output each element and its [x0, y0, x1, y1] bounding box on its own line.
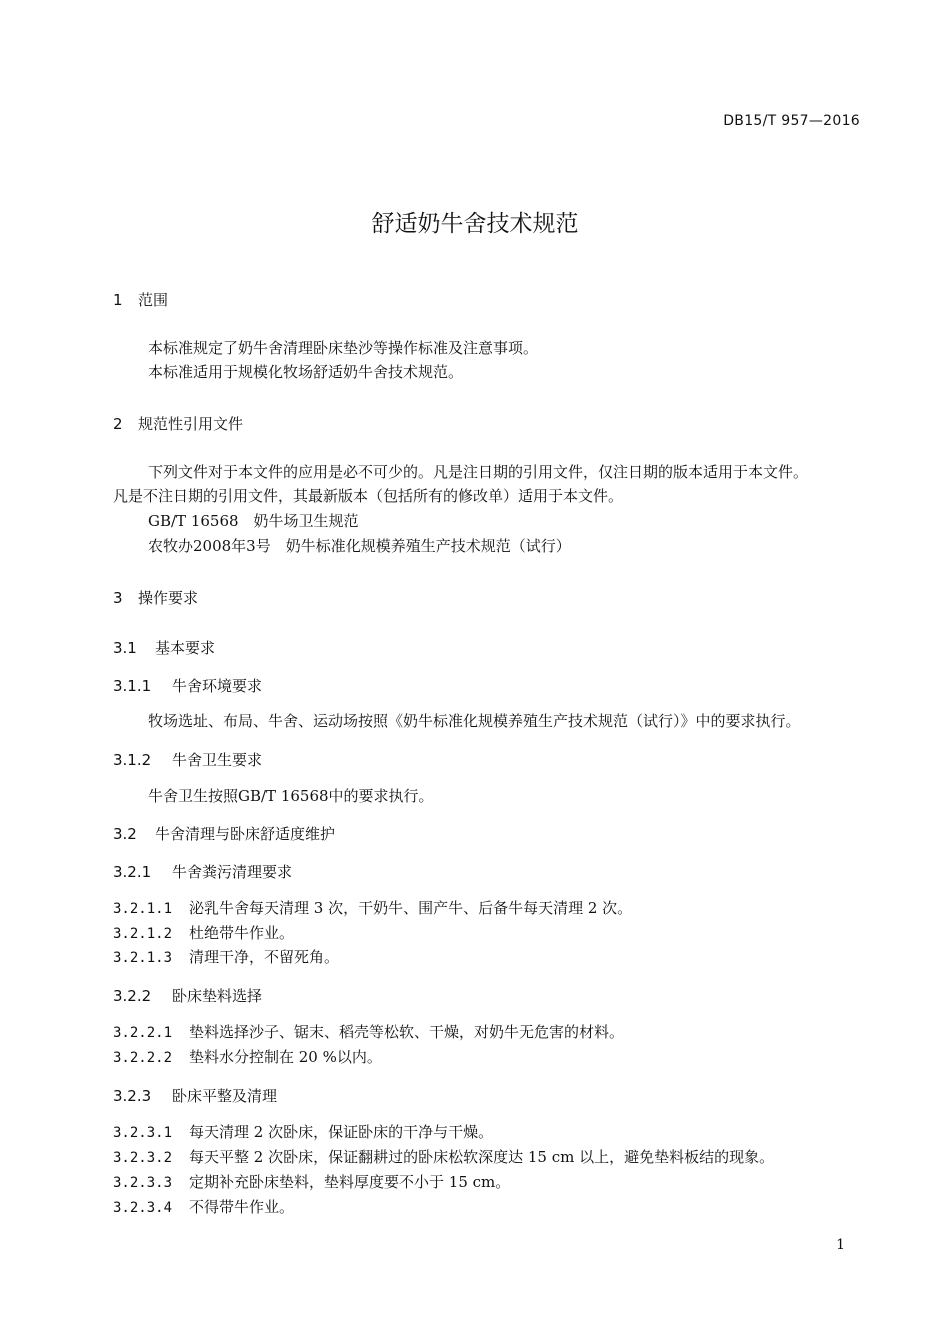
section-title: 卧床平整及清理 [172, 1087, 278, 1105]
section-number: 3.2 [113, 825, 137, 843]
section-number: 3.1.1 [113, 677, 152, 695]
section-number: 3.2.2 [113, 987, 152, 1005]
section-title: 牛舍粪污清理要求 [172, 863, 293, 881]
section-number: 3.1 [113, 639, 137, 657]
list-item [113, 1121, 493, 1142]
list-item [113, 1171, 510, 1192]
section-2-heading [113, 413, 243, 434]
section-number: 3 [113, 589, 123, 607]
section-3-2-2-heading [113, 985, 262, 1006]
item-text: 每天平整 2 次卧床，保证翻耕过的卧床松软深度达 15 cm 以上，避免垫料板结的现象。 [189, 1148, 775, 1166]
item-text: 泌乳牛舍每天清理 3 次，干奶牛、围产牛、后备牛每天清理 2 次。 [189, 899, 633, 917]
section-number: 1 [113, 291, 123, 309]
section-title: 规范性引用文件 [138, 415, 244, 433]
item-number: 3.2.3.1 [113, 1125, 173, 1141]
section-title: 卧床垫料选择 [172, 987, 263, 1005]
page-number: 1 [836, 1237, 845, 1253]
section-number: 2 [113, 415, 123, 433]
section-2-paragraph-line-2: 凡是不注日期的引用文件，其最新版本（包括所有的修改单）适用于本文件。 [113, 487, 624, 505]
list-item [113, 946, 339, 967]
item-text: 定期补充卧床垫料，垫料厚度要不小于 15 cm。 [189, 1173, 511, 1191]
list-item [113, 1196, 294, 1217]
list-item [113, 1021, 624, 1042]
section-3-2-1-heading [113, 861, 292, 882]
item-text: 杜绝带牛作业。 [189, 924, 295, 942]
item-number: 3.2.1.3 [113, 950, 173, 966]
list-item [113, 897, 632, 918]
section-3-1-1-text: 牧场选址、布局、牛舍、运动场按照《奶牛标准化规模养殖生产技术规范（试行）》中的要求执行。 [148, 712, 801, 730]
item-number: 3.2.1.1 [113, 901, 173, 917]
item-text: 每天清理 2 次卧床，保证卧床的干净与干燥。 [189, 1123, 494, 1141]
item-text: 不得带牛作业。 [189, 1198, 295, 1216]
section-3-heading [113, 587, 198, 608]
section-title: 范围 [138, 291, 169, 309]
section-3-1-2-heading [113, 749, 262, 770]
section-title: 牛舍环境要求 [172, 677, 263, 695]
item-number: 3.2.2.2 [113, 1050, 173, 1066]
section-title: 牛舍卫生要求 [172, 751, 263, 769]
section-1-paragraph-2: 本标准适用于规模化牧场舒适奶牛舍技术规范。 [148, 363, 464, 381]
item-number: 3.2.3.3 [113, 1175, 173, 1191]
standard-code: DB15/T 957—2016 [723, 113, 860, 129]
section-3-2-heading [113, 823, 335, 844]
list-item [113, 1046, 382, 1067]
section-number: 3.2.3 [113, 1087, 152, 1105]
section-title: 基本要求 [155, 639, 216, 657]
section-3-2-3-heading [113, 1085, 277, 1106]
list-item [113, 922, 294, 943]
item-text: 垫料选择沙子、锯末、稻壳等松软、干燥，对奶牛无危害的材料。 [189, 1023, 625, 1041]
normative-reference-1: GB/T 16568 奶牛场卫生规范 [148, 512, 359, 530]
section-3-1-1-heading [113, 675, 262, 696]
section-title: 操作要求 [138, 589, 199, 607]
item-number: 3.2.3.4 [113, 1200, 173, 1216]
section-1-paragraph-1: 本标准规定了奶牛舍清理卧床垫沙等操作标准及注意事项。 [148, 339, 539, 357]
section-title: 牛舍清理与卧床舒适度维护 [155, 825, 336, 843]
section-3-1-heading [113, 637, 215, 658]
item-number: 3.2.3.2 [113, 1150, 173, 1166]
section-number: 3.1.2 [113, 751, 152, 769]
item-number: 3.2.1.2 [113, 926, 173, 942]
normative-reference-2: 农牧办2008年3号 奶牛标准化规模养殖生产技术规范（试行） [148, 537, 571, 555]
section-2-paragraph-line-1: 下列文件对于本文件的应用是必不可少的。凡是注日期的引用文件，仅注日期的版本适用于本文件。 [148, 463, 809, 481]
item-text: 垫料水分控制在 20 %以内。 [189, 1048, 382, 1066]
document-title: 舒适奶牛舍技术规范 [371, 211, 579, 237]
item-number: 3.2.2.1 [113, 1025, 173, 1041]
section-3-1-2-text: 牛舍卫生按照GB/T 16568中的要求执行。 [148, 787, 434, 805]
list-item [113, 1146, 774, 1167]
item-text: 清理干净，不留死角。 [189, 948, 340, 966]
section-1-heading [113, 289, 168, 310]
section-number: 3.2.1 [113, 863, 152, 881]
